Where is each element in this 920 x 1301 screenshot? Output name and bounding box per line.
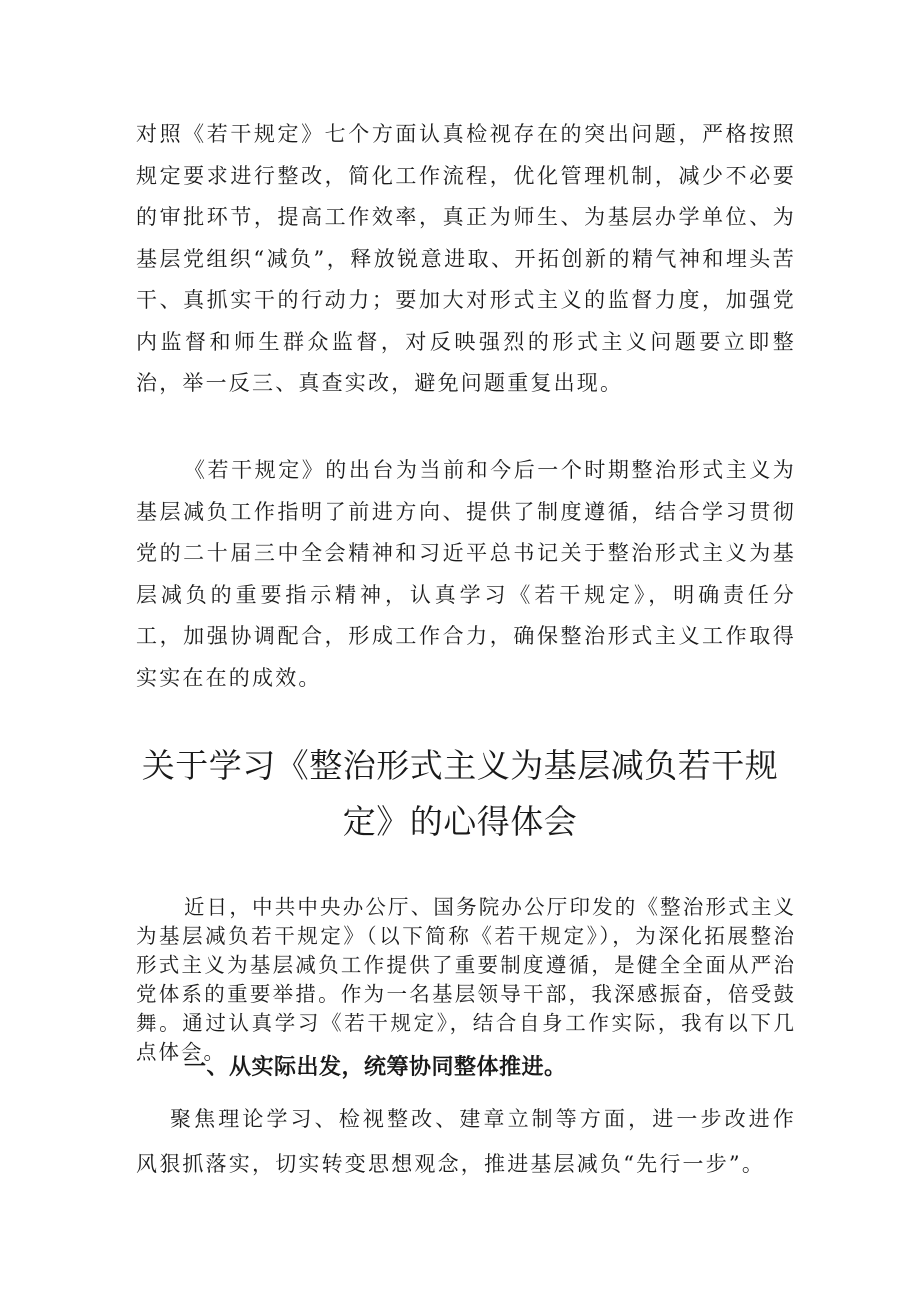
body-paragraph-2: 《若干规定》的出台为当前和今后一个时期整治形式主义为基层减负工作指明了前进方向、提供了制度遵循，结合学习贯彻党的二十届三中全会精神和习近平总书记关于整治形式主义为基层减负的重要指示精神，认真学习《若干规定》，明确责任分工，加强协调配合，形成工作合力，确保整治形式主义工作取得实实在在的成效。 xyxy=(136,458,796,690)
body-paragraph-4: 聚焦理论学习、检视整改、建章立制等方面，进一步改进作风狠抓落实，切实转变思想观念，推进基层减负“先行一步”。 xyxy=(136,1107,796,1176)
body-paragraph-3: 近日，中共中央办公厅、国务院办公厅印发的《整治形式主义为基层减负若干规定》（以下简称《若干规定》），为深化拓展整治形式主义为基层减负工作提供了重要制度遵循，是健全全面从严治党体系的重要举措。作为一名基层领导干部，我深感振奋，倍受鼓舞。通过认真学习《若干规定》，结合自身工作实际，我有以下几点体会。 xyxy=(136,895,796,1064)
document-title: 关于学习《整治形式主义为基层减负若干规定》的心得体会 xyxy=(141,746,779,841)
body-paragraph-1: 对照《若干规定》七个方面认真检视存在的突出问题，严格按照规定要求进行整改，简化工作流程，优化管理机制，减少不必要的审批环节，提高工作效率，真正为师生、为基层办学单位、为基层党组织“减负”，释放锐意进取、开拓创新的精气神和埋头苦干、真抓实干的行动力；要加大对形式主义的监督力度，加强党内监督和师生群众监督，对反映强烈的形式主义问题要立即整治，举一反三、真查实改，避免问题重复出现。 xyxy=(136,122,796,395)
section-heading-1: 一、从实际出发，统筹协同整体推进。 xyxy=(184,1055,567,1080)
